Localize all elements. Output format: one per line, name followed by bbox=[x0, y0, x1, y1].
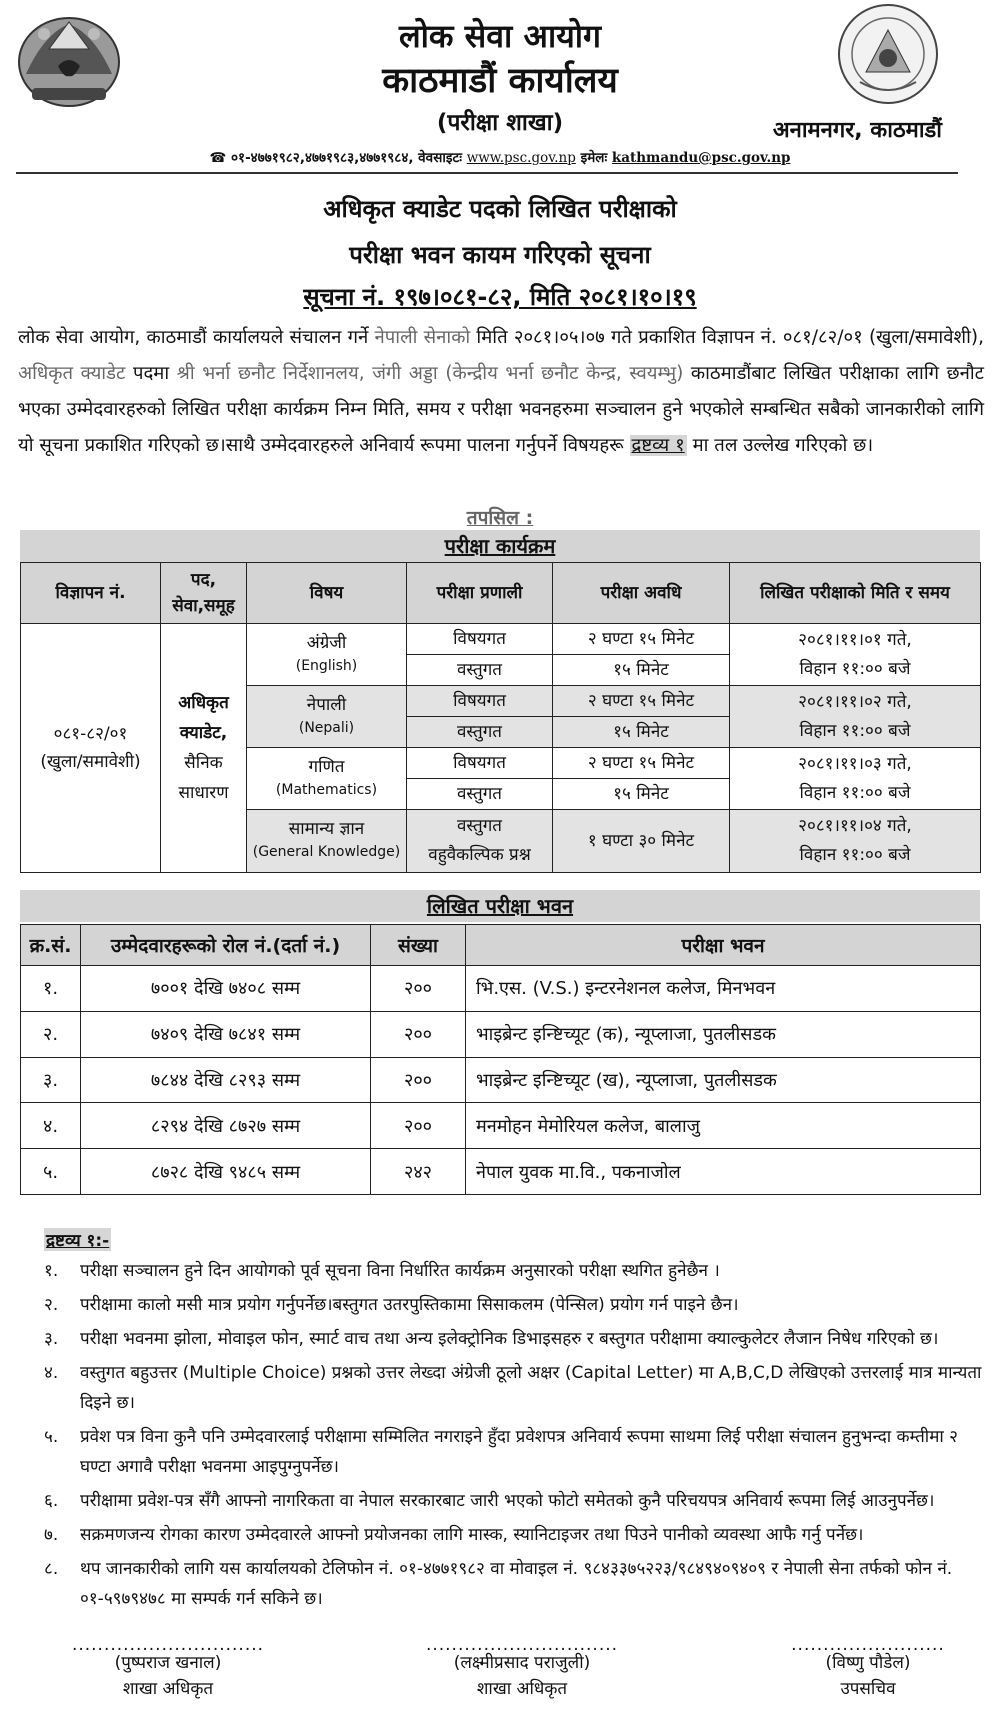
venue-cell: नेपाल युवक मा.वि., पकनाजोल bbox=[466, 1149, 981, 1195]
method-cell: वस्तुगत bbox=[407, 779, 553, 810]
subject-cell bbox=[247, 748, 407, 810]
venue-heading-text: लिखित परीक्षा भवन bbox=[426, 894, 574, 918]
signature-block bbox=[412, 1635, 632, 1702]
signature-block bbox=[58, 1635, 278, 1702]
tapasil-heading: तपसिल : bbox=[466, 507, 534, 529]
note-number: ५. bbox=[44, 1427, 59, 1447]
method-cell: विषयगत bbox=[407, 748, 553, 779]
exam-time: विहान ११:०० बजे bbox=[799, 720, 911, 741]
note-text: परीक्षा सञ्चालन हुने दिन आयोगको पूर्व सूचना विना निर्धारित कार्यक्रम अनुसारको परीक्षा स्थगित हुनेछैन । bbox=[80, 1261, 720, 1281]
col-datetime: लिखित परीक्षाको मिति र समय bbox=[730, 563, 981, 624]
col-venue: परीक्षा भवन bbox=[466, 925, 981, 966]
email-link[interactable]: kathmandu@psc.gov.np bbox=[611, 150, 791, 166]
table-row bbox=[21, 1057, 981, 1103]
list-item bbox=[44, 1256, 984, 1286]
advert-cell bbox=[21, 624, 161, 873]
col-duration: परीक्षा अवधि bbox=[553, 563, 730, 624]
venue-cell: मनमोहन मेमोरियल कलेज, बालाजु bbox=[466, 1103, 981, 1149]
roll-cell: ८२९४ देखि ८७२७ सम्म bbox=[81, 1103, 371, 1149]
website-link[interactable]: www.psc.gov.np bbox=[466, 150, 576, 166]
subject-en: (Mathematics) bbox=[275, 781, 378, 798]
method-cell: विषयगत bbox=[407, 686, 553, 717]
notes-list bbox=[44, 1256, 984, 1618]
signatory-title: उपसचिव bbox=[840, 1679, 896, 1699]
list-item bbox=[44, 1324, 984, 1354]
subject-en: (Nepali) bbox=[298, 719, 355, 736]
note-number: २. bbox=[44, 1295, 59, 1315]
signatory-title: शाखा अधिकृत bbox=[476, 1679, 568, 1699]
count-cell: २०० bbox=[371, 1011, 466, 1057]
col-roll: उम्मेदवारहरूको रोल नं.(दर्ता नं.) bbox=[81, 925, 371, 966]
list-item bbox=[44, 1520, 984, 1550]
exam-date: २०८१।११।०२ गते, bbox=[798, 691, 912, 712]
schedule-header-row bbox=[21, 563, 981, 624]
subject-en: (General Knowledge) bbox=[252, 844, 401, 860]
note-number: १. bbox=[44, 1261, 59, 1281]
duration-cell: १ घण्टा ३० मिनेट bbox=[553, 810, 730, 873]
exam-date: २०८१।११।०१ गते, bbox=[798, 629, 912, 650]
datetime-cell bbox=[730, 686, 981, 748]
post-line: अधिकृत bbox=[178, 693, 229, 713]
subject-np: सामान्य ज्ञान bbox=[288, 819, 365, 839]
duration-cell: २ घण्टा १५ मिनेट bbox=[553, 686, 730, 717]
list-item bbox=[44, 1290, 984, 1320]
note-number: ३. bbox=[44, 1329, 59, 1349]
intro-text-4: काठमाडौंबाट लिखित परीक्षाका लागि छनौट भएका उम्मेदवारहरुको लिखित परीक्षा कार्यक्रम निम्न मिति, समय र परीक्षा भवनहरुमा सञ्चालन हुने भएकोले सम्बन्धित सबैको जानकारीको लागि यो सूचना प्रकाशित गरिएको छ।साथै उम्मेदवारहरुले अनिवार्य रूपमा पालना गर्नुपर्ने विषयहरू bbox=[18, 363, 984, 456]
method-line: वस्तुगत bbox=[456, 816, 503, 836]
venue-table bbox=[20, 924, 981, 1195]
count-cell: २०० bbox=[371, 1057, 466, 1103]
datetime-cell bbox=[730, 748, 981, 810]
datetime-cell bbox=[730, 810, 981, 873]
col-advert-no: विज्ञापन नं. bbox=[21, 563, 161, 624]
sn-cell: ५. bbox=[21, 1149, 81, 1195]
list-item bbox=[44, 1486, 984, 1516]
venue-cell: भाइब्रेन्ट इन्ष्टिच्यूट (ख), न्यूप्लाजा, पुतलीसडक bbox=[466, 1057, 981, 1103]
col-sn: क्र.सं. bbox=[21, 925, 81, 966]
intro-text-2: मिति २०८१।०५।०७ गते प्रकाशित विज्ञापन नं. ०८१/८२/०१ (खुला/समावेशी), bbox=[470, 327, 984, 348]
note-text: परीक्षा भवनमा झोला, मोवाइल फोन, स्मार्ट वाच तथा अन्य इलेक्ट्रोनिक डिभाइसहरु र बस्तुगत परीक्षामा क्याल्कुलेटर लैजान निषेध गरिएको छ। bbox=[80, 1329, 939, 1349]
notice-title-line2: परीक्षा भवन कायम गरिएको सूचना bbox=[349, 241, 651, 269]
exam-date: २०८१।११।०३ गते, bbox=[798, 753, 912, 774]
duration-cell: १५ मिनेट bbox=[553, 779, 730, 810]
exam-time: विहान ११:०० बजे bbox=[799, 658, 911, 679]
col-post: पद, सेवा,समूह bbox=[161, 563, 247, 624]
schedule-heading bbox=[20, 530, 980, 562]
method-line: वहुवैकल्पिक प्रश्न bbox=[428, 845, 531, 865]
col-method: परीक्षा प्रणाली bbox=[407, 563, 553, 624]
roll-cell: ७४०९ देखि ७८४१ सम्म bbox=[81, 1011, 371, 1057]
subject-cell bbox=[247, 624, 407, 686]
intro-paragraph bbox=[18, 320, 984, 464]
post-line: सैनिक bbox=[184, 753, 223, 773]
method-cell: वस्तुगत bbox=[407, 717, 553, 748]
method-cell: विषयगत bbox=[407, 624, 553, 655]
venue-cell: भि.एस. (V.S.) इन्टरनेशनल कलेज, मिनभवन bbox=[466, 966, 981, 1012]
venue-header-row bbox=[21, 925, 981, 966]
venue-cell: भाइब्रेन्ट इन्ष्टिच्यूट (क), न्यूप्लाजा, पुतलीसडक bbox=[466, 1011, 981, 1057]
intro-grey-3: श्री भर्ना छनौट निर्देशानलय, जंगी अड्डा (केन्द्रीय भर्ना छनौट केन्द्र, स्वयम्भु) bbox=[176, 363, 684, 384]
list-item bbox=[44, 1554, 984, 1614]
method-cell bbox=[407, 810, 553, 873]
contact-line bbox=[0, 148, 1000, 166]
schedule-table bbox=[20, 562, 981, 873]
signature-line: ........................ bbox=[791, 1635, 945, 1655]
header-divider bbox=[16, 172, 958, 174]
notice-number: सूचना नं. १९७।०८१-८२, मिति २०८१।१०।१९ bbox=[303, 283, 697, 311]
roll-cell: ७००१ देखि ७४०८ सम्म bbox=[81, 966, 371, 1012]
table-row bbox=[21, 1011, 981, 1057]
post-line: क्याडेट, bbox=[179, 723, 228, 743]
sn-cell: २. bbox=[21, 1011, 81, 1057]
table-row bbox=[21, 966, 981, 1012]
signatory-title: शाखा अधिकृत bbox=[122, 1679, 214, 1699]
note-number: ८. bbox=[44, 1559, 59, 1579]
subject-cell bbox=[247, 810, 407, 873]
method-cell: वस्तुगत bbox=[407, 655, 553, 686]
sn-cell: ३. bbox=[21, 1057, 81, 1103]
signatory-name: (विष्णु पौडेल) bbox=[825, 1653, 911, 1673]
post-cell bbox=[161, 624, 247, 873]
subject-np: नेपाली bbox=[306, 694, 347, 715]
venue-heading bbox=[20, 890, 980, 922]
office-name: काठमाडौं कार्यालय bbox=[382, 61, 618, 101]
list-item bbox=[44, 1358, 984, 1418]
note-text: प्रवेश पत्र विना कुनै पनि उम्मेदवारलाई परीक्षामा सम्मिलित नगराइने हुँदा प्रवेशपत्र अनिवार्य रूपमा साथमा लिई परीक्षा संचालन हुनुभन्दा कम्तीमा २ घण्टा अगावै परीक्षा भवनमा आइपुग्नुपर्नेछ। bbox=[80, 1427, 959, 1477]
exam-date: २०८१।११।०४ गते, bbox=[798, 816, 912, 836]
note-text: थप जानकारीको लागि यस कार्यालयको टेलिफोन नं. ०१-४७७१९८२ वा मोवाइल नं. ९८४३३७५२२३/९८४९४०९४०९ र नेपाली सेना तर्फको फोन नं. ०१-५९७९४७८ मा सम्पर्क गर्न सकिने छ। bbox=[80, 1559, 953, 1609]
signatory-name: (पुष्पराज खनाल) bbox=[114, 1653, 222, 1673]
note-text: सक्रमणजन्य रोगका कारण उम्मेदवारले आफ्नो प्रयोजनका लागि मास्क, स्यानिटाइजर तथा पिउने पानीको व्यवस्था आफै गर्नु पर्नेछ। bbox=[80, 1525, 864, 1545]
roll-cell: ७८४४ देखि ८२९३ सम्म bbox=[81, 1057, 371, 1103]
intro-text-5: मा तल उल्लेख गरिएको छ। bbox=[686, 435, 874, 456]
table-row bbox=[21, 1103, 981, 1149]
subject-en: (English) bbox=[295, 657, 358, 674]
table-row bbox=[21, 1149, 981, 1195]
count-cell: २०० bbox=[371, 966, 466, 1012]
schedule-heading-text: परीक्षा कार्यक्रम bbox=[444, 534, 556, 558]
count-cell: २०० bbox=[371, 1103, 466, 1149]
note-number: ७. bbox=[44, 1525, 59, 1545]
note-text: वस्तुगत बहुउत्तर (Multiple Choice) प्रश्नको उत्तर लेख्दा अंग्रेजी ठूलो अक्षर (Capital Letter) मा A,B,C,D लेखिएको उत्तरलाई मात्र मान्यता दिइने छ। bbox=[80, 1363, 982, 1413]
duration-cell: २ घण्टा १५ मिनेट bbox=[553, 748, 730, 779]
office-address: अनामनगर, काठमाडौं bbox=[772, 118, 942, 143]
notice-title-line1: अधिकृत क्याडेट पदको लिखित परीक्षाको bbox=[323, 195, 677, 223]
intro-grey-1: नेपाली सेनाको bbox=[374, 327, 471, 348]
intro-highlight: द्रष्टव्य १ bbox=[631, 435, 685, 456]
org-name: लोक सेवा आयोग bbox=[398, 17, 602, 55]
advert-type: (खुला/समावेशी) bbox=[40, 752, 141, 772]
note-number: ४. bbox=[44, 1363, 59, 1383]
sn-cell: १. bbox=[21, 966, 81, 1012]
section-name: (परीक्षा शाखा) bbox=[436, 110, 564, 136]
table-row bbox=[21, 624, 981, 655]
duration-cell: १५ मिनेट bbox=[553, 717, 730, 748]
col-subject: विषय bbox=[247, 563, 407, 624]
subject-np: अंग्रेजी bbox=[306, 632, 347, 653]
phone-numbers: ०१-४७७१९८२,४७७१९८३,४७७१९८४, वेवसाइटः bbox=[231, 150, 462, 166]
email-label: इमेलः bbox=[580, 150, 608, 166]
phone-icon: ☎ bbox=[209, 150, 227, 166]
list-item bbox=[44, 1422, 984, 1482]
intro-grey-2: अधिकृत क्याडेट bbox=[18, 363, 126, 384]
notes-heading: द्रष्टव्य १:- bbox=[44, 1228, 111, 1251]
note-text: परीक्षामा कालो मसी मात्र प्रयोग गर्नुपर्नेछ।बस्तुगत उतरपुस्तिकामा सिसाकलम (पेन्सिल) प्रयोग गर्न पाइने छैन। bbox=[80, 1295, 739, 1315]
signature-line: .............................. bbox=[425, 1635, 619, 1655]
duration-cell: १५ मिनेट bbox=[553, 655, 730, 686]
exam-time: विहान ११:०० बजे bbox=[799, 782, 911, 803]
col-count: संख्या bbox=[371, 925, 466, 966]
note-text: परीक्षामा प्रवेश-पत्र सँगै आफ्नो नागरिकता वा नेपाल सरकारबाट जारी भएको फोटो समेतको कुनै परिचयपत्र अनिवार्य रूपमा लिई आउनुपर्नेछ। bbox=[80, 1491, 935, 1511]
exam-time: विहान ११:०० बजे bbox=[799, 845, 911, 865]
duration-cell: २ घण्टा १५ मिनेट bbox=[553, 624, 730, 655]
roll-cell: ८७२८ देखि ९४८५ सम्म bbox=[81, 1149, 371, 1195]
signatory-name: (लक्ष्मीप्रसाद पराजुली) bbox=[453, 1653, 591, 1673]
post-line: साधारण bbox=[178, 783, 229, 803]
subject-np: गणित bbox=[308, 756, 345, 777]
sn-cell: ४. bbox=[21, 1103, 81, 1149]
note-number: ६. bbox=[44, 1491, 59, 1511]
count-cell: २४२ bbox=[371, 1149, 466, 1195]
subject-cell bbox=[247, 686, 407, 748]
intro-text-1: लोक सेवा आयोग, काठमाडौं कार्यालयले संचालन गर्ने bbox=[18, 327, 375, 348]
advert-number: ०८१-८२/०१ bbox=[53, 724, 128, 744]
intro-text-3: पदमा bbox=[125, 363, 177, 384]
signature-line: .............................. bbox=[71, 1635, 265, 1655]
signature-block bbox=[768, 1635, 968, 1702]
datetime-cell bbox=[730, 624, 981, 686]
